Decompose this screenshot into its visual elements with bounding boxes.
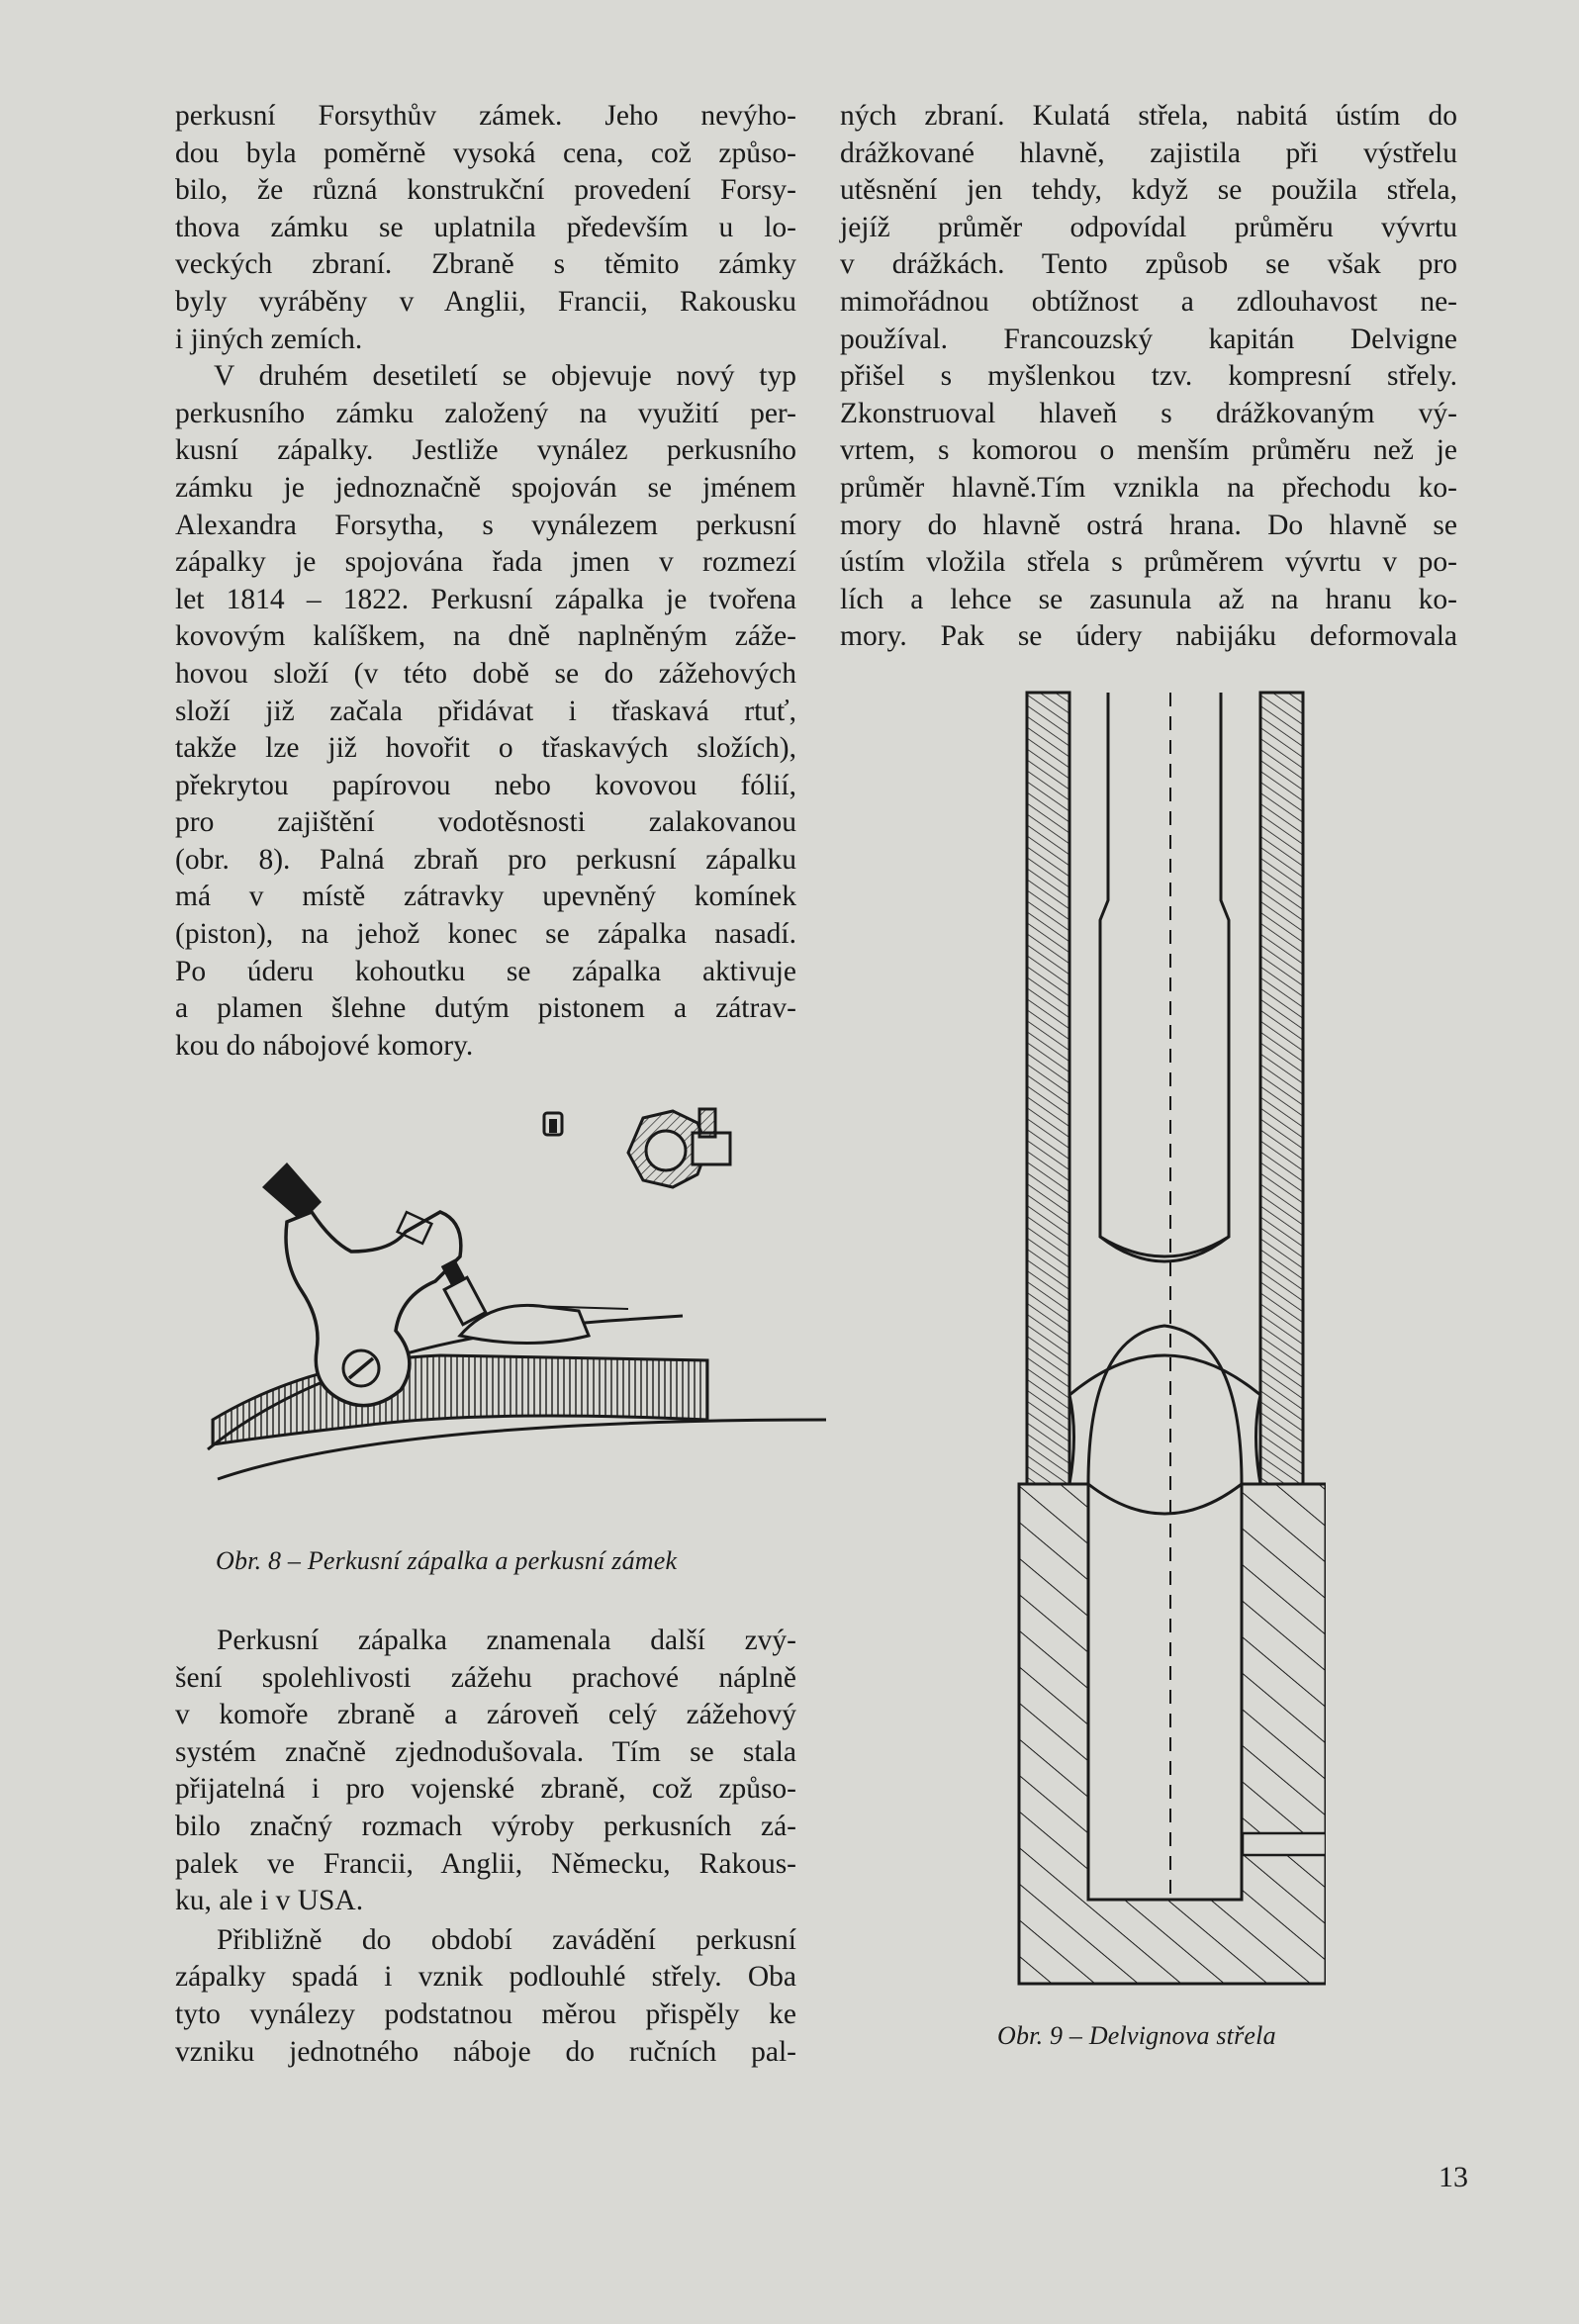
text-line: kou do nábojové komory. [175, 1029, 474, 1062]
paragraph-2 [175, 358, 796, 1065]
text-line: perkusního zámku založený na využití per- [175, 397, 796, 429]
text-line: i jiných zemích. [175, 323, 363, 355]
text-line: šení spolehlivosti zážehu prachové náplně [175, 1661, 796, 1694]
text-line: (obr. 8). Palná zbraň pro perkusní zápalku [175, 843, 796, 876]
text-line: V druhém desetiletí se objevuje nový typ [214, 360, 796, 393]
text-line: kovovým kalíškem, na dně naplněným záže- [175, 620, 796, 653]
text-line: překrytou papírovou nebo kovovou fólií, [175, 769, 796, 801]
figure-8-caption: Obr. 8 – Perkusní zápalka a perkusní zámek [216, 1546, 678, 1575]
text-line: (piston), na jehož konec se zápalka nasadí. [175, 918, 796, 951]
left-column-top [175, 98, 796, 1065]
text-line: tyto vynálezy podstatnou měrou přispěly ke [175, 1998, 796, 2030]
text-line: Po úderu kohoutku se zápalka aktivuje [175, 955, 796, 987]
text-line: thova zámku se uplatnila především u lo- [175, 211, 796, 243]
left-column-bottom [175, 1623, 796, 2071]
text-line: utěsnění jen tehdy, když se použila střela, [840, 174, 1457, 207]
text-line: byly vyráběny v Anglii, Francii, Rakousku [175, 285, 796, 318]
text-line: průměr hlavně.Tím vznikla na přechodu ko- [840, 471, 1457, 504]
text-line: přišel s myšlenkou tzv. kompresní střely. [840, 360, 1457, 393]
figure-9-caption: Obr. 9 – Delvignova střela [997, 2021, 1276, 2050]
text-line: mory. Pak se údery nabijáku deformovala [840, 620, 1457, 653]
text-line: bilo značný rozmach výroby perkusních zá- [175, 1810, 796, 1842]
text-line: Přibližně do období zavádění perkusní [217, 1923, 796, 1956]
text-line: používal. Francouzský kapitán Delvigne [840, 323, 1457, 355]
piston-ring-icon [628, 1109, 730, 1187]
text-line: takže lze již hovořit o třaskavých složích), [175, 732, 796, 765]
page-number: 13 [1439, 2161, 1468, 2193]
text-line: vzniku jednotného náboje do ručních pal- [175, 2035, 796, 2068]
text-line: ústím vložila střela s průměrem vývrtu v po- [840, 546, 1457, 579]
text-line: drážkované hlavně, zajistila při výstřelu [840, 137, 1457, 169]
right-column [840, 98, 1457, 656]
text-line: zápalky spadá i vznik podlouhlé střely. Oba [175, 1961, 796, 1994]
text-line: jejíž průměr odpovídal průměru vývrtu [840, 211, 1457, 243]
text-line: přijatelná i pro vojenské zbraně, což způso- [175, 1773, 796, 1806]
text-line: palek ve Francii, Anglii, Německu, Rakous- [175, 1847, 796, 1880]
text-line: Perkusní zápalka znamenala další zvý- [217, 1625, 796, 1656]
text-line: lích a lehce se zasunula až na hranu ko- [840, 583, 1457, 615]
text-line: hovou složí (v této době se do zážehových [175, 657, 796, 690]
figure-8-percussion-lock [193, 1093, 826, 1529]
text-line: veckých zbraní. Zbraně s těmito zámky [175, 248, 796, 281]
text-line: systém značně zjednodušovala. Tím se stala [175, 1735, 796, 1768]
text-line: Zkonstruoval hlaveň s drážkovaným vý- [840, 397, 1457, 429]
figure-9-delvigne-bullet [1009, 683, 1326, 1989]
paragraph-3 [175, 1623, 796, 1920]
text-line: Alexandra Forsytha, s vynálezem perkusní [175, 509, 796, 541]
text-line: zámku je jednoznačně spojován se jménem [175, 471, 796, 504]
text-line: zápalky je spojována řada jmen v rozmezí [175, 546, 796, 579]
text-line: ku, ale i v USA. [175, 1885, 364, 1917]
text-line: vrtem, s komorou o menším průměru než je [840, 434, 1457, 467]
text-line: mory do hlavně ostrá hrana. Do hlavně se [840, 509, 1457, 541]
text-line: dou byla poměrně vysoká cena, což způso- [175, 137, 796, 169]
text-line: kusní zápalky. Jestliže vynález perkusního [175, 434, 796, 467]
text-line: perkusní Forsythův zámek. Jeho nevýho- [175, 100, 796, 132]
paragraph-5 [840, 98, 1457, 656]
text-line: v drážkách. Tento způsob se však pro [840, 248, 1457, 281]
percussion-cap-icon [544, 1113, 562, 1135]
piston-nipple-icon [441, 1259, 486, 1325]
text-line: ných zbraní. Kulatá střela, nabitá ústím do [840, 100, 1457, 132]
text-line: bilo, že různá konstrukční provedení Forsy- [175, 174, 796, 207]
text-line: a plamen šlehne dutým pistonem a zátrav- [175, 992, 796, 1025]
paragraph-1 [175, 98, 796, 358]
text-line: v komoře zbraně a zároveň celý zážehový [175, 1699, 796, 1731]
text-line: složí již začala přidávat i třaskavá rtuť, [175, 695, 796, 727]
paragraph-4 [175, 1922, 796, 2071]
text-line: má v místě zátravky upevněný komínek [175, 881, 796, 913]
text-line: pro zajištění vodotěsnosti zalakovanou [175, 806, 796, 839]
text-line: let 1814 – 1822. Perkusní zápalka je tvořena [175, 583, 796, 615]
text-line: mimořádnou obtížnost a zdlouhavost ne- [840, 285, 1457, 318]
